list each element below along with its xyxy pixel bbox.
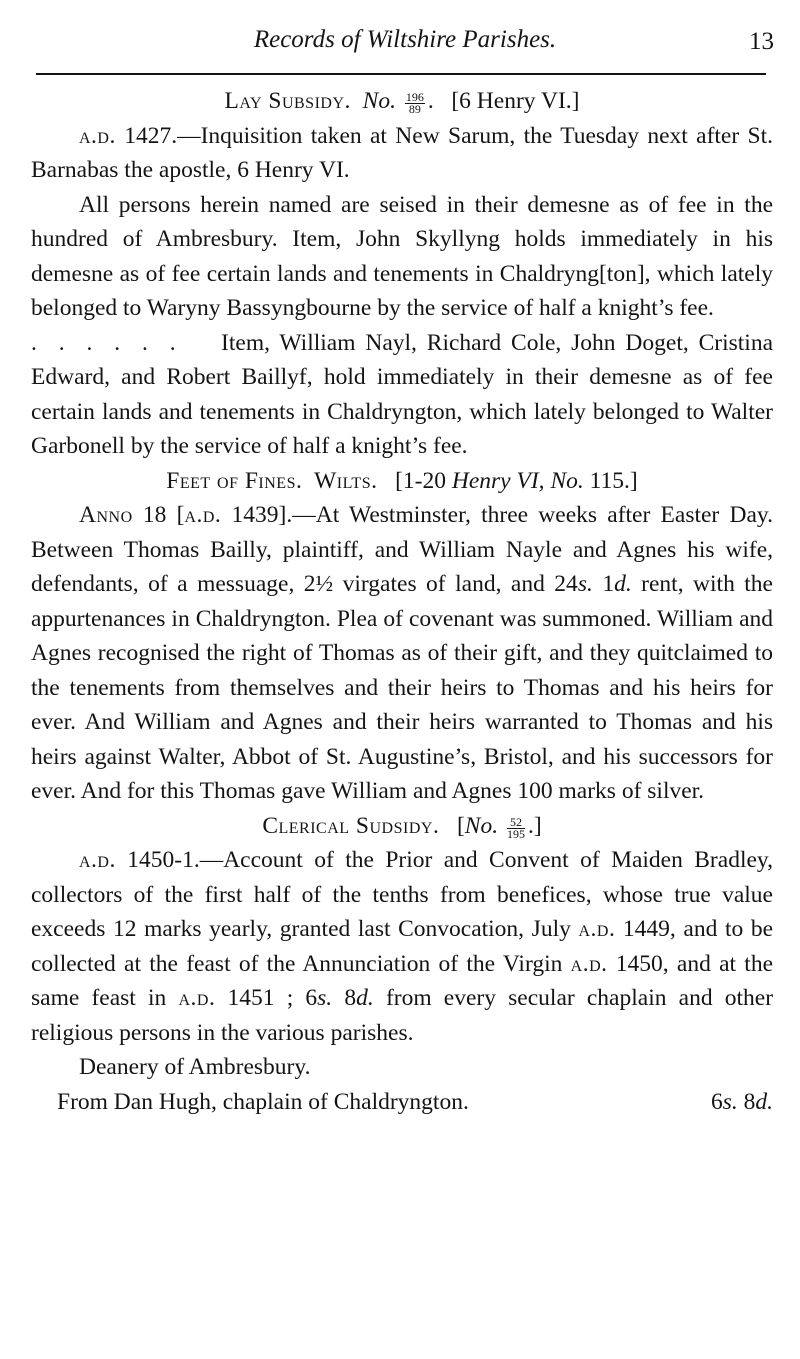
deanery-line: Deanery of Ambresbury. xyxy=(79,1054,311,1080)
section-heading-clerical-subsidy: Clerical Sudsidy. [No. $\frac{52}{195}$ .] xyxy=(262,812,542,841)
section-heading-lay-subsidy: Lay Subsidy. No. $\frac{196}{89}$ . [6 Henry VI.] xyxy=(224,88,580,116)
fraction: $\frac{196}{89}$ xyxy=(405,90,424,116)
paragraph: a.d. 1427.—Inquisition taken at New Sarum, the Tuesday next after St. Barnabas the apostle, 6 Henry VI. xyxy=(31,122,773,183)
paragraph: Anno 18 [a.d. 1439].—At Westminster, three weeks after Easter Day. Between Thomas Bailly, plaintiff, and William Nayle and Agnes his wife, defendants, of a messuage, 2½ virgates of land, and 24s. 1d. rent, with the appurtenances in Chaldryngton. Plea of covenant was summoned. William and Agnes recognised the right of Thomas as of their gift, and they quitclaimed to the tenements from themselves and their heirs to Thomas and his heirs for ever. And William and Agnes and their heirs warranted to Thomas and his heirs against Walter, Abbot of St. Augustine’s, Bristol, and his successors for ever. And for this Thomas gave William and Agnes 100 marks of silver. xyxy=(31,502,773,804)
page-number: 13 xyxy=(749,28,774,55)
paragraph: . . . . . . Item, William Nayl, Richard Cole, John Doget, Cristina Edward, and Robert Baillyf, hold immediately in their demesne as of fee certain lands and tenements in Chaldryngton, which lately belonged to Walter Garbonell by the service of half a knight’s fee. xyxy=(31,329,774,459)
paragraph: a.d. 1450-1.—Account of the Prior and Convent of Maiden Bradley, collectors of the first half of the tenths from benefices, whose true value exceeds 12 marks yearly, granted last Convocation, July a.d. 1449, and to be collected at the feast of the Annunciation of the Virgin a.d. 1450, and at the same feast in a.d. 1451 ; 6s. 8d. from every secular chaplain and other religious persons in the various parishes. xyxy=(31,847,774,1046)
running-title: Records of Wiltshire Parishes. xyxy=(253,26,557,53)
entry-amount: 6s. 8d. xyxy=(710,1088,773,1115)
page-header xyxy=(36,18,774,68)
section-heading-feet-of-fines: Feet of Fines. Wilts. [1-20 Henry VI, No. 115.] xyxy=(166,467,638,494)
entry-line: From Dan Hugh, chaplain of Chaldryngton. 6s. 8d. xyxy=(31,1085,773,1120)
paragraph: All persons herein named are seised in their demesne as of fee in the hundred of Ambresbury. Item, John Skyllyng holds immediately in his demesne as of fee certain lands and tenements in Chaldryng[ton], which lately belonged to Waryny Bassyngbourne by the service of half a knight’s fee. xyxy=(31,191,773,321)
header-rule xyxy=(36,73,766,75)
fraction: $\frac{52}{195}$ xyxy=(506,814,525,841)
document-body xyxy=(31,84,773,1119)
